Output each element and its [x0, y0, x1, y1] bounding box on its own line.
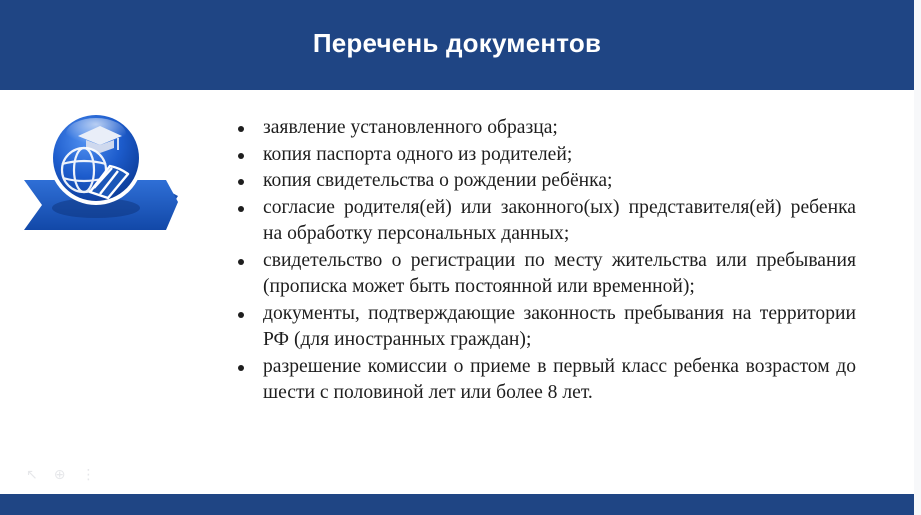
list-item: согласие родителя(ей) или законного(ых) представителя(ей) ребенка на обработку персональных данных; — [238, 195, 856, 248]
list-item: копия свидетельства о рождении ребёнка; — [238, 168, 856, 195]
pointer-icon[interactable]: ↖ — [26, 467, 38, 483]
page-title: Перечень документов — [312, 27, 602, 58]
education-emblem-icon — [20, 108, 182, 238]
list-item: свидетельство о регистрации по месту жительства или пребывания (прописка может быть постоянной или временной); — [238, 248, 856, 301]
right-edge — [914, 0, 921, 515]
document-list — [238, 115, 856, 407]
list-item: разрешение комиссии о приеме в первый класс ребенка возрастом до шести с половиной лет или более 8 лет. — [238, 354, 856, 407]
footer-bar — [0, 494, 914, 515]
header-bar — [0, 0, 914, 90]
more-icon[interactable]: ⋮ — [81, 467, 96, 483]
zoom-icon[interactable]: ⊕ — [53, 467, 66, 483]
list-item: заявление установленного образца; — [238, 115, 856, 142]
list-item: документы, подтверждающие законность пребывания на территории РФ (для иностранных граждан); — [238, 301, 856, 354]
list-item: копия паспорта одного из родителей; — [238, 142, 856, 169]
slide-toolbar — [14, 458, 138, 492]
